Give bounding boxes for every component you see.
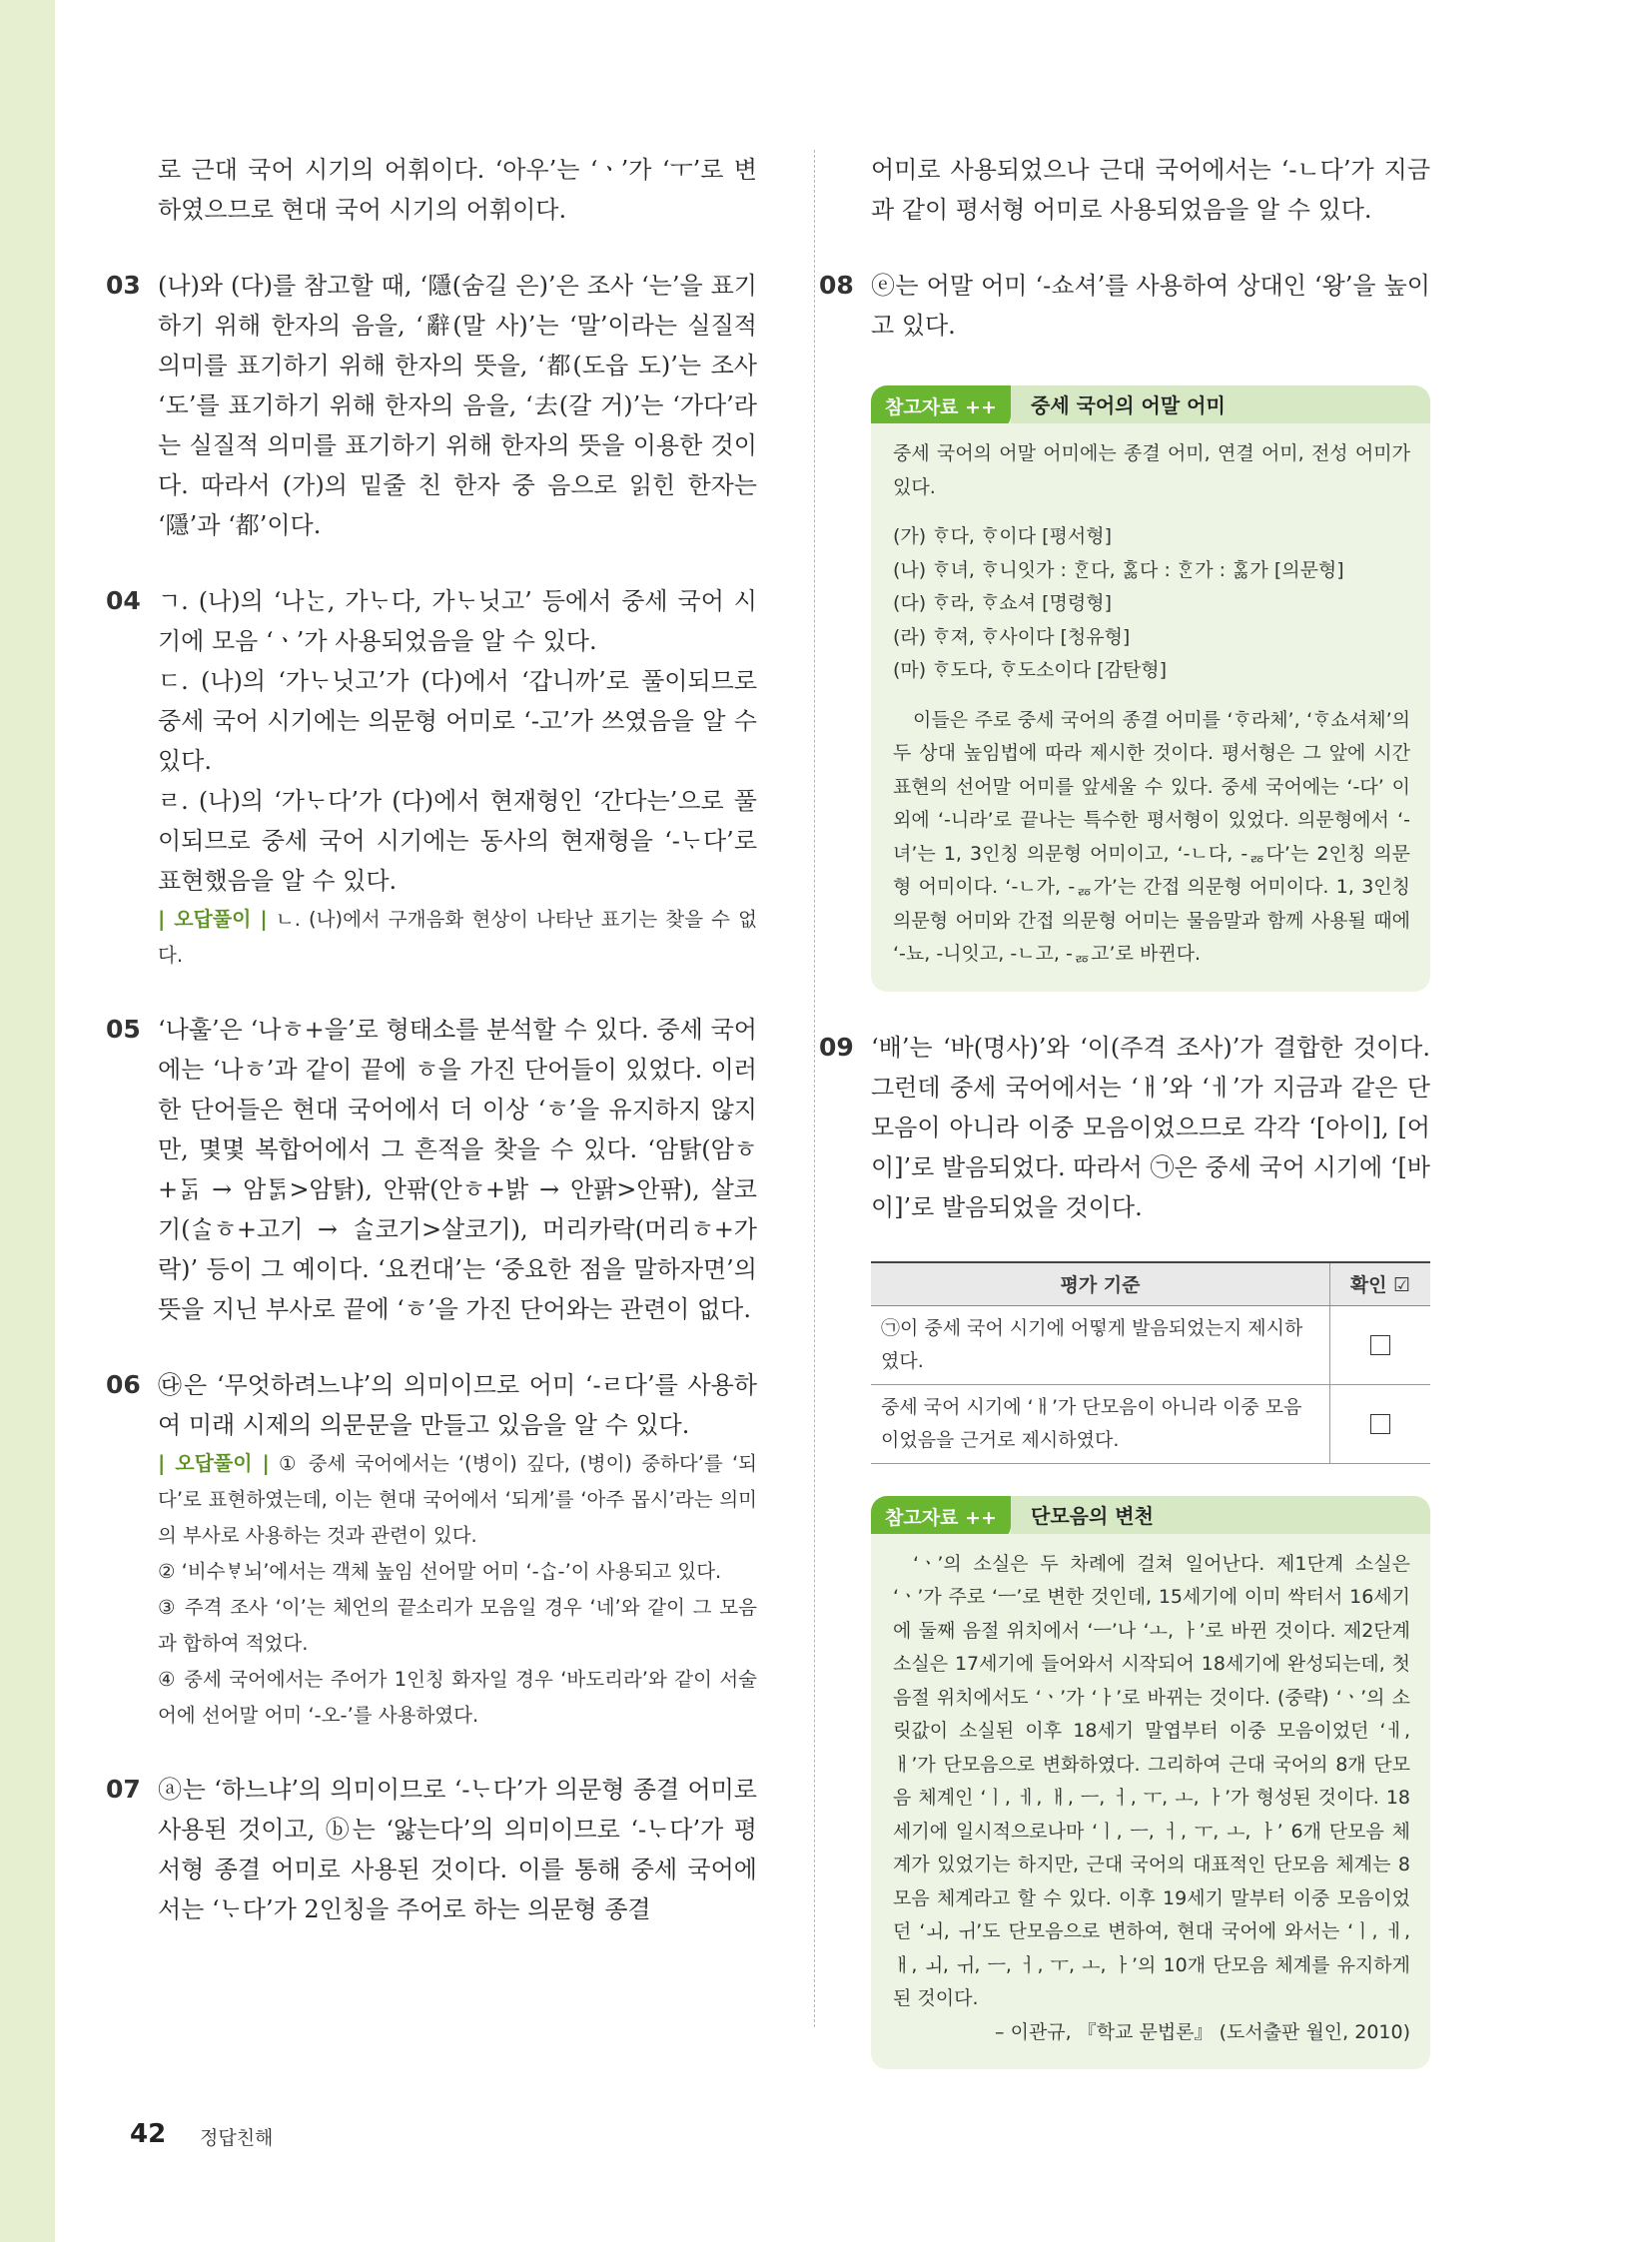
intro-text: 로 근대 국어 시기의 어휘이다. ‘아우’는 ‘ㆍ’가 ‘ㅜ’로 변하였으므로 현대 국어 시기의 어휘이다. xyxy=(158,156,757,224)
reference-list-item: (마) ᄒᆞ도다, ᄒᆞ도소이다 [감탄형] xyxy=(893,659,1168,681)
question-number: 06 xyxy=(106,1370,141,1399)
answer-text: ㄹ. (나)의 ‘가ᄂᆞ다’가 (다)에서 현재형인 ‘간다는’으로 풀이되므로 중세 국어 시기에는 동사의 현재형을 ‘-ᄂᆞ다’로 표현했음을 알 수 있다. xyxy=(158,787,757,895)
wrong-answer-text: ② ‘비수ᄫᆞ뇌’에서는 객체 높임 선어말 어미 ‘-ᄉᆞᆸ-’이 사용되고 있다. xyxy=(158,1560,722,1583)
reference-body: 이들은 주로 중세 국어의 종결 어미를 ‘ᄒᆞ라체’, ‘ᄒᆞ쇼셔체’의 두 상대 높임법에 따라 제시한 것이다. 평서형은 그 앞에 시간 표현의 선어말 어미를 앞세울 수 있다. 중세 국어에는 ‘-다’ 이외에 ‘-니라’로 끝나는 특수한 평서형이 있었다. 의문형에서 ‘-녀’는 1, 3인칭 의문형 어미이고, ‘-ㄴ다, -ᇙ다’는 2인칭 의문형 어미이다. ‘-ㄴ가, -ᇙ가’는 간접 의문형 어미이다. 1, 3인칭 의문형 어미와 간접 의문형 어미는 물음말과 함께 사용될 때에 ‘-뇨, -니잇고, -ㄴ고, -ᇙ고’로 바뀐다. xyxy=(893,708,1410,965)
footer-label: 정답친해 xyxy=(200,2127,274,2149)
question-number: 04 xyxy=(106,586,141,615)
answer-text: ⓔ는 어말 어미 ‘-쇼셔’를 사용하여 상대인 ‘왕’을 높이고 있다. xyxy=(871,272,1430,340)
question-number: 08 xyxy=(819,271,854,300)
wrong-answer-label: | 오답풀이 | xyxy=(158,1451,270,1475)
continued-text: 어미로 사용되었으나 근대 국어에서는 ‘-ㄴ다’가 지금과 같이 평서형 어미로 사용되었음을 알 수 있다. xyxy=(871,156,1430,224)
answer-03 xyxy=(106,266,757,545)
side-band xyxy=(0,0,55,2242)
answer-05 xyxy=(106,1010,757,1329)
wrong-answer-text: ① 중세 국어에서는 ‘(병이) 깊다, (병이) 중하다’를 ‘되다’로 표현하였는데, 이는 현대 국어에서 ‘되게’를 ‘아주 몹시’라는 의미의 부사로 사용하는 것과 관련이 있다. xyxy=(158,1452,757,1547)
reference-list-item: (다) ᄒᆞ라, ᄒᆞ쇼셔 [명령형] xyxy=(893,592,1112,614)
reference-box-endings xyxy=(871,385,1430,992)
criteria-text: ㉠이 중세 국어 시기에 어떻게 발음되었는지 제시하였다. xyxy=(871,1305,1330,1384)
reference-title: 단모음의 변천 xyxy=(1031,1503,1154,1528)
reference-list-item: (가) ᄒᆞ다, ᄒᆞ이다 [평서형] xyxy=(893,525,1112,547)
wrong-answer-label: | 오답풀이 | xyxy=(158,907,268,931)
wrong-answer-text: ③ 주격 조사 ‘이’는 체언의 끝소리가 모음일 경우 ‘네’와 같이 그 모음과 합하여 적었다. xyxy=(158,1596,757,1655)
answer-04 xyxy=(106,581,757,974)
check-cell xyxy=(1330,1305,1431,1384)
answer-09 xyxy=(819,1028,1430,1227)
answer-06 xyxy=(106,1365,757,1734)
wrong-answer-explanation xyxy=(158,901,757,974)
answer-text: ‘배’는 ‘바(명사)’와 ‘이(주격 조사)’가 결합한 것이다. 그런데 중세 국어에서는 ‘ㅐ’와 ‘ㅔ’가 지금과 같은 단모음이 아니라 이중 모음이었으므로 각각 ‘[아이], [어이]’로 발음되었다. 따라서 ㉠은 중세 국어 시기에 ‘[바이]’로 발음되었을 것이다. xyxy=(871,1033,1430,1221)
left-column xyxy=(106,150,757,1929)
check-cell xyxy=(1330,1384,1431,1463)
wrong-answer-text: ④ 중세 국어에서는 주어가 1인칭 화자일 경우 ‘바도리라’와 같이 서술어에 선어말 어미 ‘-오-’를 사용하였다. xyxy=(158,1668,757,1727)
question-number: 09 xyxy=(819,1032,854,1062)
table-row xyxy=(871,1305,1430,1384)
reference-list-item: (나) ᄒᆞ녀, ᄒᆞ니잇가 : ᄒᆞᆫ다, ᄒᆞᇙ다 : ᄒᆞᆫ가 : ᄒᆞᇙ가 [의문형] xyxy=(893,558,1344,581)
wrong-answer-text: ㄴ. (나)에서 구개음화 현상이 나타난 표기는 찾을 수 없다. xyxy=(158,908,757,967)
right-column xyxy=(819,150,1430,2069)
check-header: 확인 ☑ xyxy=(1330,1262,1431,1306)
column-divider xyxy=(814,150,815,2027)
checkbox[interactable] xyxy=(1370,1335,1390,1355)
answer-text: ‘나훌’은 ‘나ㅎ+을’로 형태소를 분석할 수 있다. 중세 국어에는 ‘나ㅎ’과 같이 끝에 ㅎ을 가진 단어들이 있었다. 이러한 단어들은 현대 국어에서 더 이상 ‘ㅎ’을 유지하지 않지만, 몇몇 복합어에서 그 흔적을 찾을 수 있다. ‘암탉(암ㅎ+ᄃᆞᆰ → 암ᄐᆞᆰ>암탉), 안팎(안ㅎ+밝 → 안팕>안팎), 살코기(ᄉᆞᆯㅎ+고기 → ᄉᆞᆯ코기>살코기), 머리카락(머리ㅎ+가락)’ 등이 그 예이다. ‘요컨대’는 ‘중요한 점을 말하자면’의 뜻을 지닌 부사로 끝에 ‘ㅎ’을 가진 단어와는 관련이 없다. xyxy=(158,1016,757,1323)
reference-box-vowels xyxy=(871,1496,1430,2070)
page-number: 42 xyxy=(130,2119,167,2149)
reference-intro: 중세 국어의 어말 어미에는 종결 어미, 연결 어미, 전성 어미가 있다. xyxy=(893,442,1410,498)
question-number: 03 xyxy=(106,271,141,300)
reference-tag: 참고자료 ++ xyxy=(871,1496,1011,1534)
question-number: 05 xyxy=(106,1015,141,1044)
answer-text: ㄷ. (나)의 ‘가ᄂᆞ닛고’가 (다)에서 ‘갑니까’로 풀이되므로 중세 국어 시기에는 의문형 어미로 ‘-고’가 쓰였음을 알 수 있다. xyxy=(158,667,757,775)
criteria-header: 평가 기준 xyxy=(871,1262,1330,1306)
wrong-answer-explanation xyxy=(158,1445,757,1554)
question-number: 07 xyxy=(106,1775,141,1804)
reference-header xyxy=(871,385,1430,423)
answer-text: ⓐ는 ‘하느냐’의 의미이므로 ‘-ᄂᆞ다’가 의문형 종결 어미로 사용된 것이고, ⓑ는 ‘앓는다’의 의미이므로 ‘-ᄂᆞ다’가 평서형 종결 어미로 사용된 것이다. 이를 통해 중세 국어에서는 ‘ᄂᆞ다’가 2인칭을 주어로 하는 의문형 종결 xyxy=(158,1776,757,1923)
answer-text: ㉰은 ‘무엇하려느냐’의 의미이므로 어미 ‘-ㄹ다’를 사용하여 미래 시제의 의문문을 만들고 있음을 알 수 있다. xyxy=(158,1371,757,1439)
checkbox[interactable] xyxy=(1370,1414,1390,1434)
answer-07 xyxy=(106,1770,757,1929)
answer-08 xyxy=(819,266,1430,346)
reference-title: 중세 국어의 어말 어미 xyxy=(1031,393,1226,417)
table-row xyxy=(871,1384,1430,1463)
criteria-text: 중세 국어 시기에 ‘ㅐ’가 단모음이 아니라 이중 모음이었음을 근거로 제시하였다. xyxy=(871,1384,1330,1463)
reference-list-item: (라) ᄒᆞ져, ᄒᆞ사이다 [청유형] xyxy=(893,625,1131,648)
evaluation-criteria-table xyxy=(871,1261,1430,1464)
reference-source: – 이관규, 『학교 문법론』 (도서출판 월인, 2010) xyxy=(995,2020,1410,2043)
answer-text: (나)와 (다)를 참고할 때, ‘隱(숨길 은)’은 조사 ‘는’을 표기하기 위해 한자의 음을, ‘辭(말 사)’는 ‘말’이라는 실질적 의미를 표기하기 위해 한자의 뜻을, ‘都(도읍 도)’는 조사 ‘도’를 표기하기 위해 한자의 음을, ‘去(갈 거)’는 ‘가다’라는 실질적 의미를 표기하기 위해 한자의 뜻을 이용한 것이다. 따라서 (가)의 밑줄 친 한자 중 음으로 읽힌 한자는 ‘隱’과 ‘都’이다. xyxy=(158,272,757,539)
reference-body: ‘ㆍ’의 소실은 두 차례에 걸쳐 일어난다. 제1단계 소실은 ‘ㆍ’가 주로 ‘ㅡ’로 변한 것인데, 15세기에 이미 싹터서 16세기에 둘째 음절 위치에서 ‘ㅡ’나 ‘ㅗ, ㅏ’로 바뀐 것이다. 제2단계 소실은 17세기에 들어와서 시작되어 18세기에 완성되는데, 첫 음절 위치에서도 ‘ㆍ’가 ‘ㅏ’로 바뀌는 것이다. (중략) ‘ㆍ’의 소릿값이 소실된 이후 18세기 말엽부터 이중 모음이었던 ‘ㅔ, ㅐ’가 단모음으로 변화하였다. 그리하여 근대 국어의 8개 단모음 체계인 ‘ㅣ, ㅔ, ㅐ, ㅡ, ㅓ, ㅜ, ㅗ, ㅏ’가 형성된 것이다. 18세기에 일시적으로나마 ‘ㅣ, ㅡ, ㅓ, ㅜ, ㅗ, ㅏ’ 6개 단모음 체계가 있었기는 하지만, 근대 국어의 대표적인 단모음 체계는 8모음 체계라고 할 수 있다. 이후 19세기 말부터 이중 모음이었던 ‘ㅚ, ㅟ’도 단모음으로 변하여, 현대 국어에 와서는 ‘ㅣ, ㅔ, ㅐ, ㅚ, ㅟ, ㅡ, ㅓ, ㅜ, ㅗ, ㅏ’의 10개 단모음 체계를 유지하게 된 것이다. xyxy=(893,1552,1410,2009)
reference-tag: 참고자료 ++ xyxy=(871,385,1011,423)
answer-text: ㄱ. (나)의 ‘나ᄂᆞᆫ, 가ᄂᆞ다, 가ᄂᆞ닛고’ 등에서 중세 국어 시기에 모음 ‘ㆍ’가 사용되었음을 알 수 있다. xyxy=(158,587,757,655)
reference-header xyxy=(871,1496,1430,1534)
